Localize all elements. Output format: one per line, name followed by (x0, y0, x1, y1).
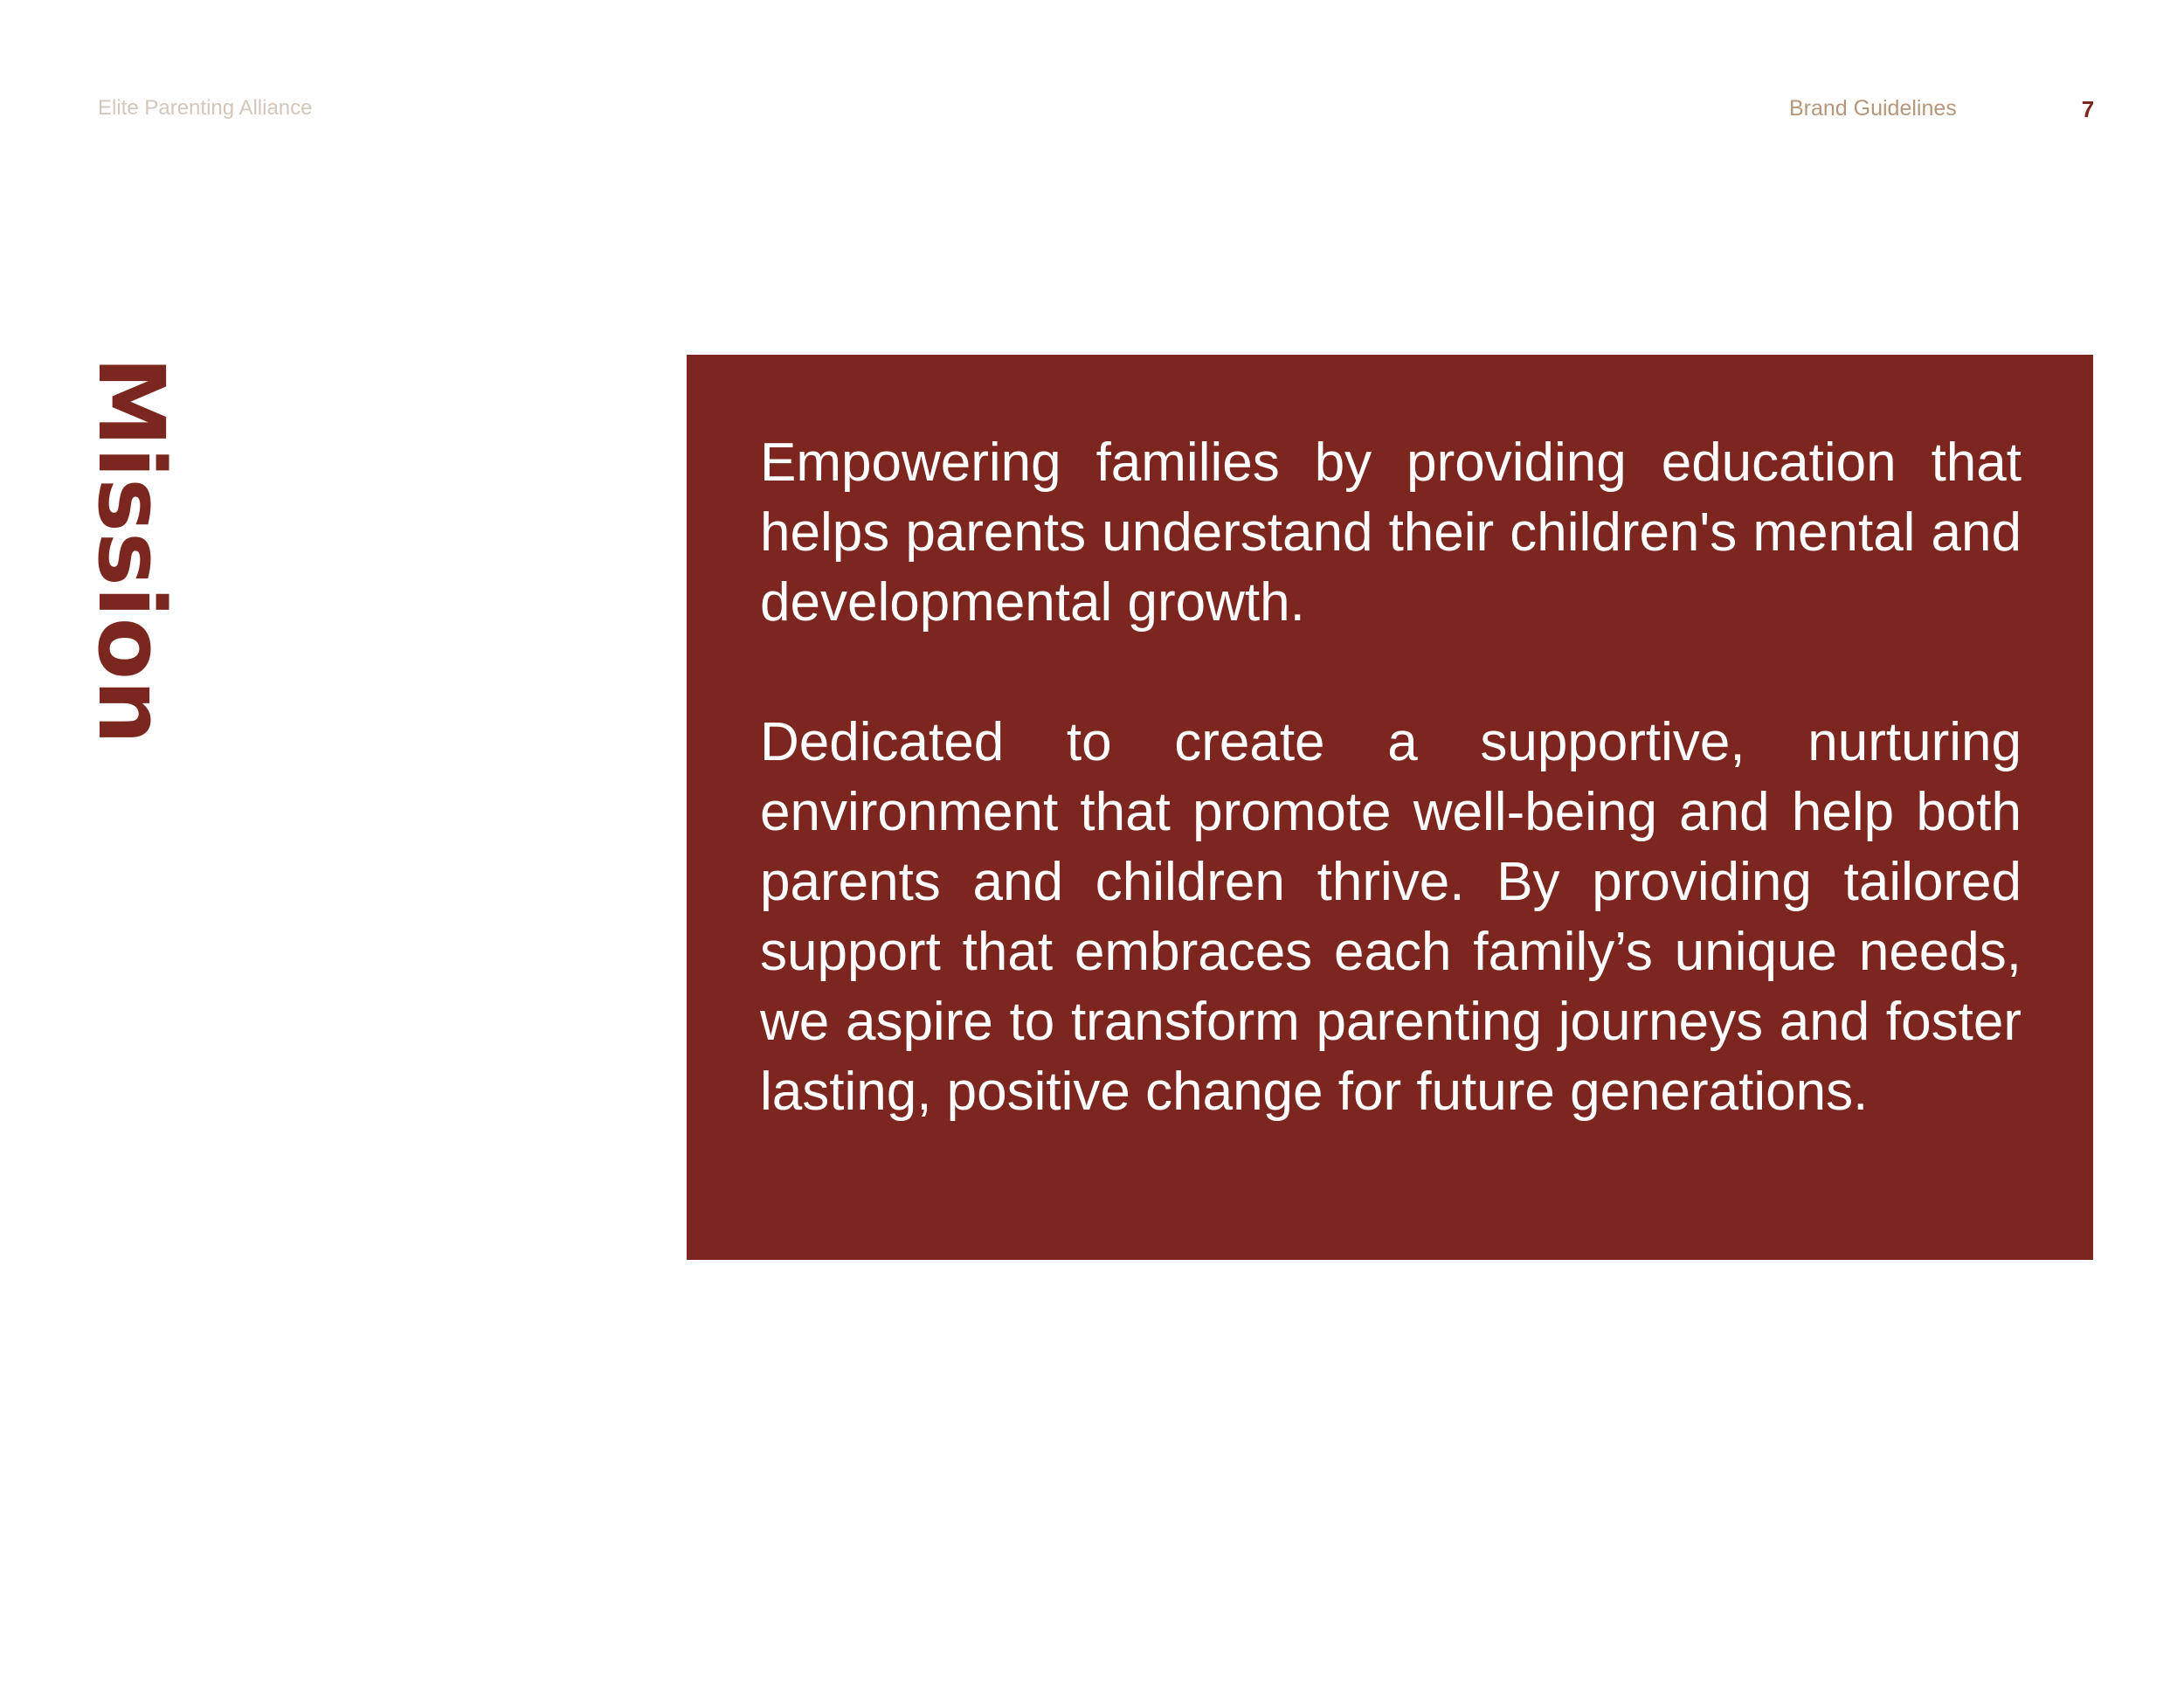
organization-name: Elite Parenting Alliance (98, 96, 313, 120)
document-title: Brand Guidelines (1789, 96, 1957, 121)
section-title: Mission (78, 356, 184, 745)
mission-paragraph: Empowering families by providing education that helps parents understand their children's mental and developmental growth. (760, 432, 2022, 633)
mission-text (760, 428, 2022, 1127)
mission-panel (687, 355, 2093, 1260)
mission-paragraph: Dedicated to create a supportive, nurturing environment that promote well-being and help both parents and children thrive. By providing tailored support that embraces each family’s unique needs, we aspire to transform parenting journeys and foster lasting, positive change for future generations. (760, 712, 2022, 1122)
page-number: 7 (2081, 96, 2095, 122)
